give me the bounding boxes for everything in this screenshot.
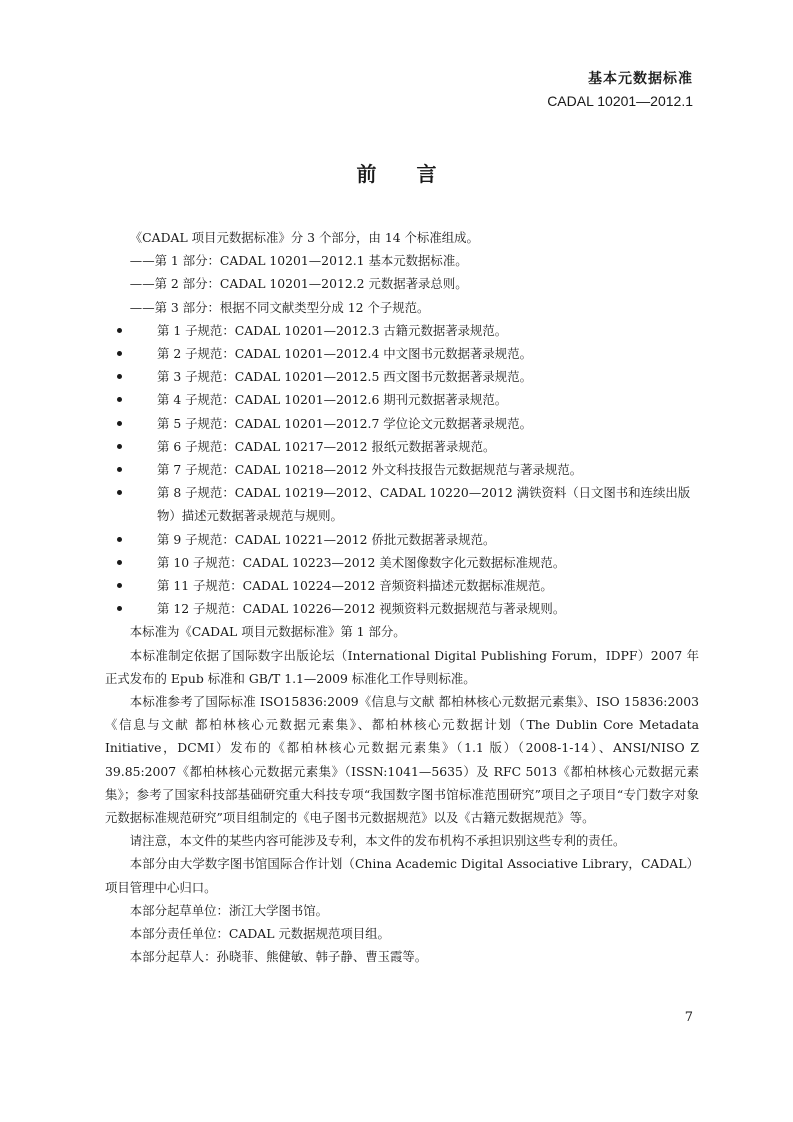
part-item: ——第 3 部分：根据不同文献类型分成 12 个子规范。 [129,299,430,315]
foreword-body [105,226,699,969]
bullet-icon [117,490,122,495]
subspec-text: 第 9 子规范：CADAL 10221—2012 侨批元数据著录规范。 [157,531,496,547]
body-paragraph: 本标准制定依据了国际数字出版论坛（International Digital Publishing Forum，IDPF）2007 年正式发布的 Epub 标准和 GB/T 1.1—2009 标准化工作导则标准。 [105,647,699,686]
subspec-item [105,388,699,411]
part-item: ——第 1 部分：CADAL 10201—2012.1 基本元数据标准。 [129,253,468,269]
subspec-item [105,435,699,458]
subspec-text: 第 12 子规范：CADAL 10226—2012 视频资料元数据规范与著录规则。 [157,601,566,617]
subspec-text: 第 4 子规范：CADAL 10201—2012.6 期刊元数据著录规范。 [157,392,508,408]
subspec-item [105,574,699,597]
subspec-item [105,342,699,365]
header-code: CADAL 10201—2012.1 [547,93,693,109]
subspec-text: 第 6 子规范：CADAL 10217—2012 报纸元数据著录规范。 [157,438,496,454]
bullet-icon [117,583,122,588]
body-paragraph: 本部分起草单位：浙江大学图书馆。 [129,902,329,918]
body-paragraph: 本标准为《CADAL 项目元数据标准》第 1 部分。 [129,624,406,640]
body-paragraph: 本部分起草人：孙晓菲、熊健敏、韩子静、曹玉霞等。 [129,949,428,965]
subspec-item [105,319,699,342]
body-paragraph: 本部分责任单位：CADAL 元数据规范项目组。 [129,926,390,942]
intro-paragraph: 《CADAL 项目元数据标准》分 3 个部分，由 14 个标准组成。 [129,230,479,245]
bullet-icon [117,606,122,611]
subspec-item [105,365,699,388]
subspec-item [105,528,699,551]
header-title: 基本元数据标准 [588,71,693,87]
subspec-item [105,481,699,527]
bullet-icon [117,444,122,449]
bullet-icon [117,351,122,356]
subspec-text: 第 5 子规范：CADAL 10201—2012.7 学位论文元数据著录规范。 [157,415,532,431]
subspec-text: 第 3 子规范：CADAL 10201—2012.5 西文图书元数据著录规范。 [157,369,532,385]
bullet-icon [117,467,122,472]
bullet-icon [117,374,122,379]
subspec-text: 第 1 子规范：CADAL 10201—2012.3 古籍元数据著录规范。 [157,322,508,338]
subspec-text: 第 2 子规范：CADAL 10201—2012.4 中文图书元数据著录规范。 [157,346,532,362]
subspec-item [105,597,699,620]
bullet-icon [117,560,122,565]
subspec-item [105,458,699,481]
subspec-item [105,551,699,574]
body-paragraph: 本部分由大学数字图书馆国际合作计划（China Academic Digital Associative Library，CADAL）项目管理中心归口。 [105,856,699,895]
page-number: 7 [684,1010,693,1025]
bullet-icon [117,421,122,426]
bullet-icon [117,397,122,402]
body-paragraph: 请注意，本文件的某些内容可能涉及专利，本文件的发布机构不承担识别这些专利的责任。 [129,833,626,849]
subspec-text: 第 8 子规范：CADAL 10219—2012、CADAL 10220—2012 满铁资料（日文图书和连续出版物）描述元数据著录规范与规则。 [157,485,691,524]
subspec-item [105,412,699,435]
subspec-text: 第 7 子规范：CADAL 10218—2012 外文科技报告元数据规范与著录规范。 [157,462,583,478]
subspec-text: 第 11 子规范：CADAL 10224—2012 音频资料描述元数据标准规范。 [157,578,553,594]
bullet-icon [117,537,122,542]
body-paragraph: 本标准参考了国际标准 ISO15836:2009《信息与文献 都柏林核心元数据元素集》、ISO 15836:2003《信息与文献 都柏林核心元数据元素集》、都柏林核心元数据计划（The Dublin Core Metadata Initiative，DCMI）发布的《都柏林核心元数据元素集》（1.1 版）（2008-1-14）、ANSI/NISO Z 39.85:2007《都柏林核心元数据元素集》（ISSN:1041—5635）及 RFC 5013《都柏林核心元数据元素集》；参考了国家科技部基础研究重大科技专项“我国数字图书馆标准范围研究”项目之子项目“专门数字对象元数据标准规范研究”项目组制定的《电子图书元数据规范》以及《古籍元数据规范》等。 [105,694,699,826]
part-item: ——第 2 部分：CADAL 10201—2012.2 元数据著录总则。 [129,276,468,292]
bullet-icon [117,328,122,333]
running-header [547,68,693,112]
subspec-text: 第 10 子规范：CADAL 10223—2012 美术图像数字化元数据标准规范。 [157,554,566,570]
page-title: 前言 [356,162,477,186]
